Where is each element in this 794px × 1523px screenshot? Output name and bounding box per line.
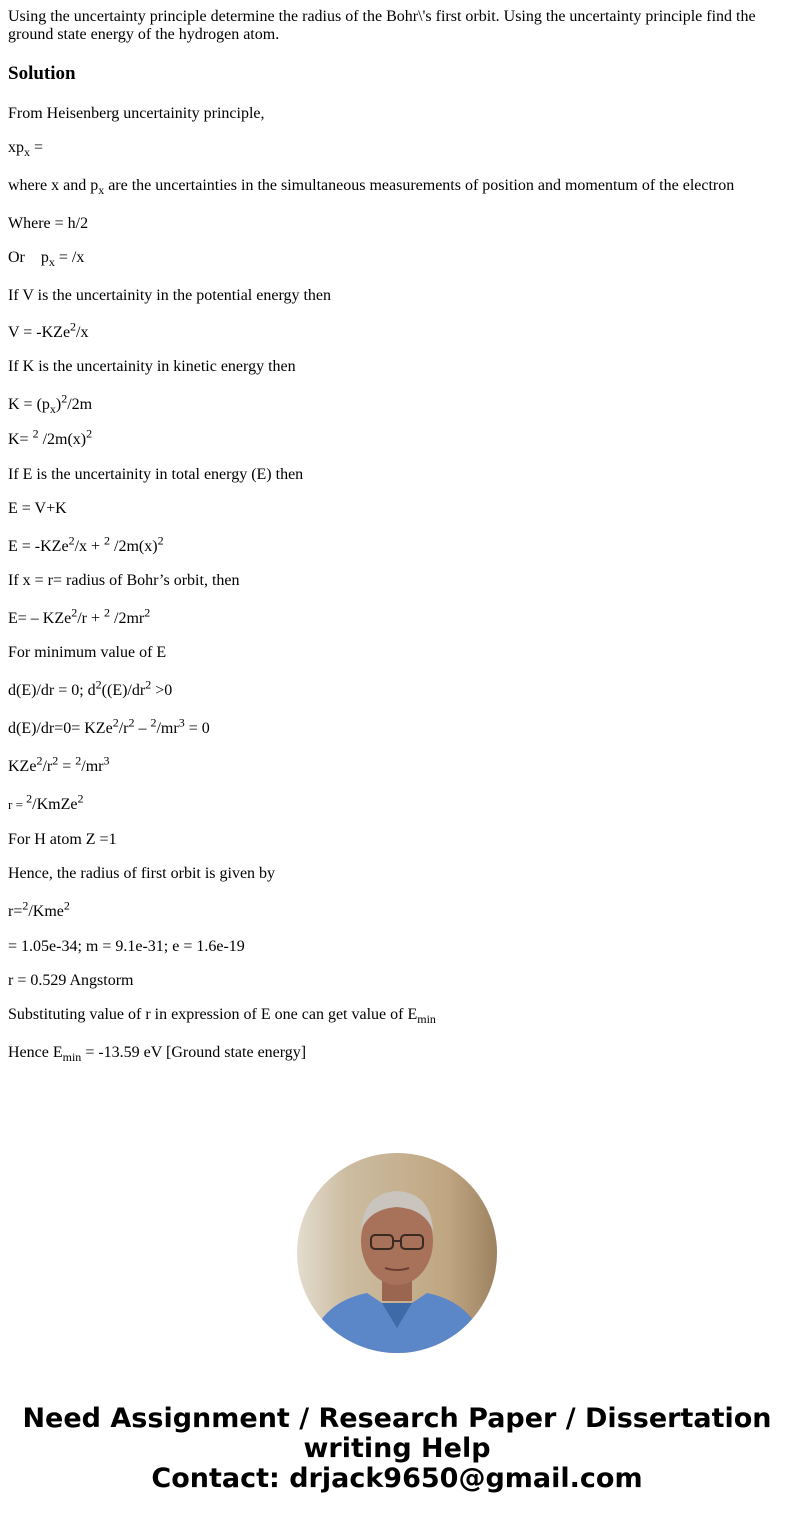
line-12: E = V+K (8, 500, 67, 517)
line-8: If K is the uncertainity in kinetic energy then (8, 358, 296, 375)
line-9: $K = (p_x)^2/2m$ (8, 391, 93, 417)
line-15: E= – KZe$^2$/r + $^2$ $/2mr^2$ (8, 605, 151, 627)
contact-banner (0, 1404, 794, 1494)
line-7: V = -KZe$^2$/x (8, 319, 89, 341)
line-5: Or $p_x = /x$ (8, 249, 85, 270)
line-24: = 1.05e-34; m = 9.1e-31; e = 1.6e-19 (8, 938, 245, 955)
person-photo-icon (297, 1153, 497, 1353)
line-18: $d(E)/dr=0= KZe^2/r^2 - ^2/mr^3 = 0$ (8, 715, 210, 737)
cta-contact-email[interactable]: Contact: drjack9650@gmail.com (151, 1463, 643, 1494)
line-23: r=$^2$/Kme$^2$ (8, 898, 70, 920)
line-13: E = -KZe$^2$/x + $^2$ $/2m(x)^2$ (8, 533, 164, 555)
line-20: r = $^2$/KmZe$^2$ (8, 791, 84, 813)
line-1: From Heisenberg uncertainity principle, (8, 105, 265, 122)
cta-line-2: writing Help (303, 1433, 491, 1464)
cta-line-1: Need Assignment / Research Paper / Dissertation (22, 1403, 772, 1434)
line-2: $xp_x$ = (8, 139, 44, 160)
line-10: K= $^2$ $/2m(x)^2$ (8, 426, 93, 448)
line-3: where x and $p_x$ are the uncertainties in the simultaneous measurements of position and momentum of the electron (8, 177, 735, 198)
line-16: For minimum value of E (8, 644, 167, 661)
line-6: If V is the uncertainity in the potential energy then (8, 287, 332, 304)
line-27: Hence $E_{min} = -13.59$ eV [Ground state energy] (8, 1044, 307, 1065)
line-14: If x = r= radius of Bohr’s orbit, then (8, 572, 240, 589)
line-21: For H atom Z =1 (8, 831, 117, 848)
line-25: r = 0.529 Angstorm (8, 972, 134, 989)
question-text: Using the uncertainty principle determine the radius of the Bohr\'s first orbit. Using the uncertainty principle find the ground state energy of the hydrogen atom. (8, 8, 756, 43)
document-body (8, 8, 786, 1078)
line-4: Where = h/2 (8, 215, 89, 232)
line-26: Substituting value of r in expression of E one can get value of $E_{min}$ (8, 1006, 436, 1027)
line-19: $KZe^2/r^2 = ^2/mr^3$ (8, 753, 110, 775)
solution-heading: Solution (8, 63, 76, 84)
author-photo (297, 1153, 497, 1353)
line-11: If E is the uncertainity in total energy (E) then (8, 466, 304, 483)
line-17: d(E)/dr = 0; $d^2((E)/dr^2 >0$ (8, 677, 173, 699)
line-22: Hence, the radius of first orbit is given by (8, 865, 276, 882)
